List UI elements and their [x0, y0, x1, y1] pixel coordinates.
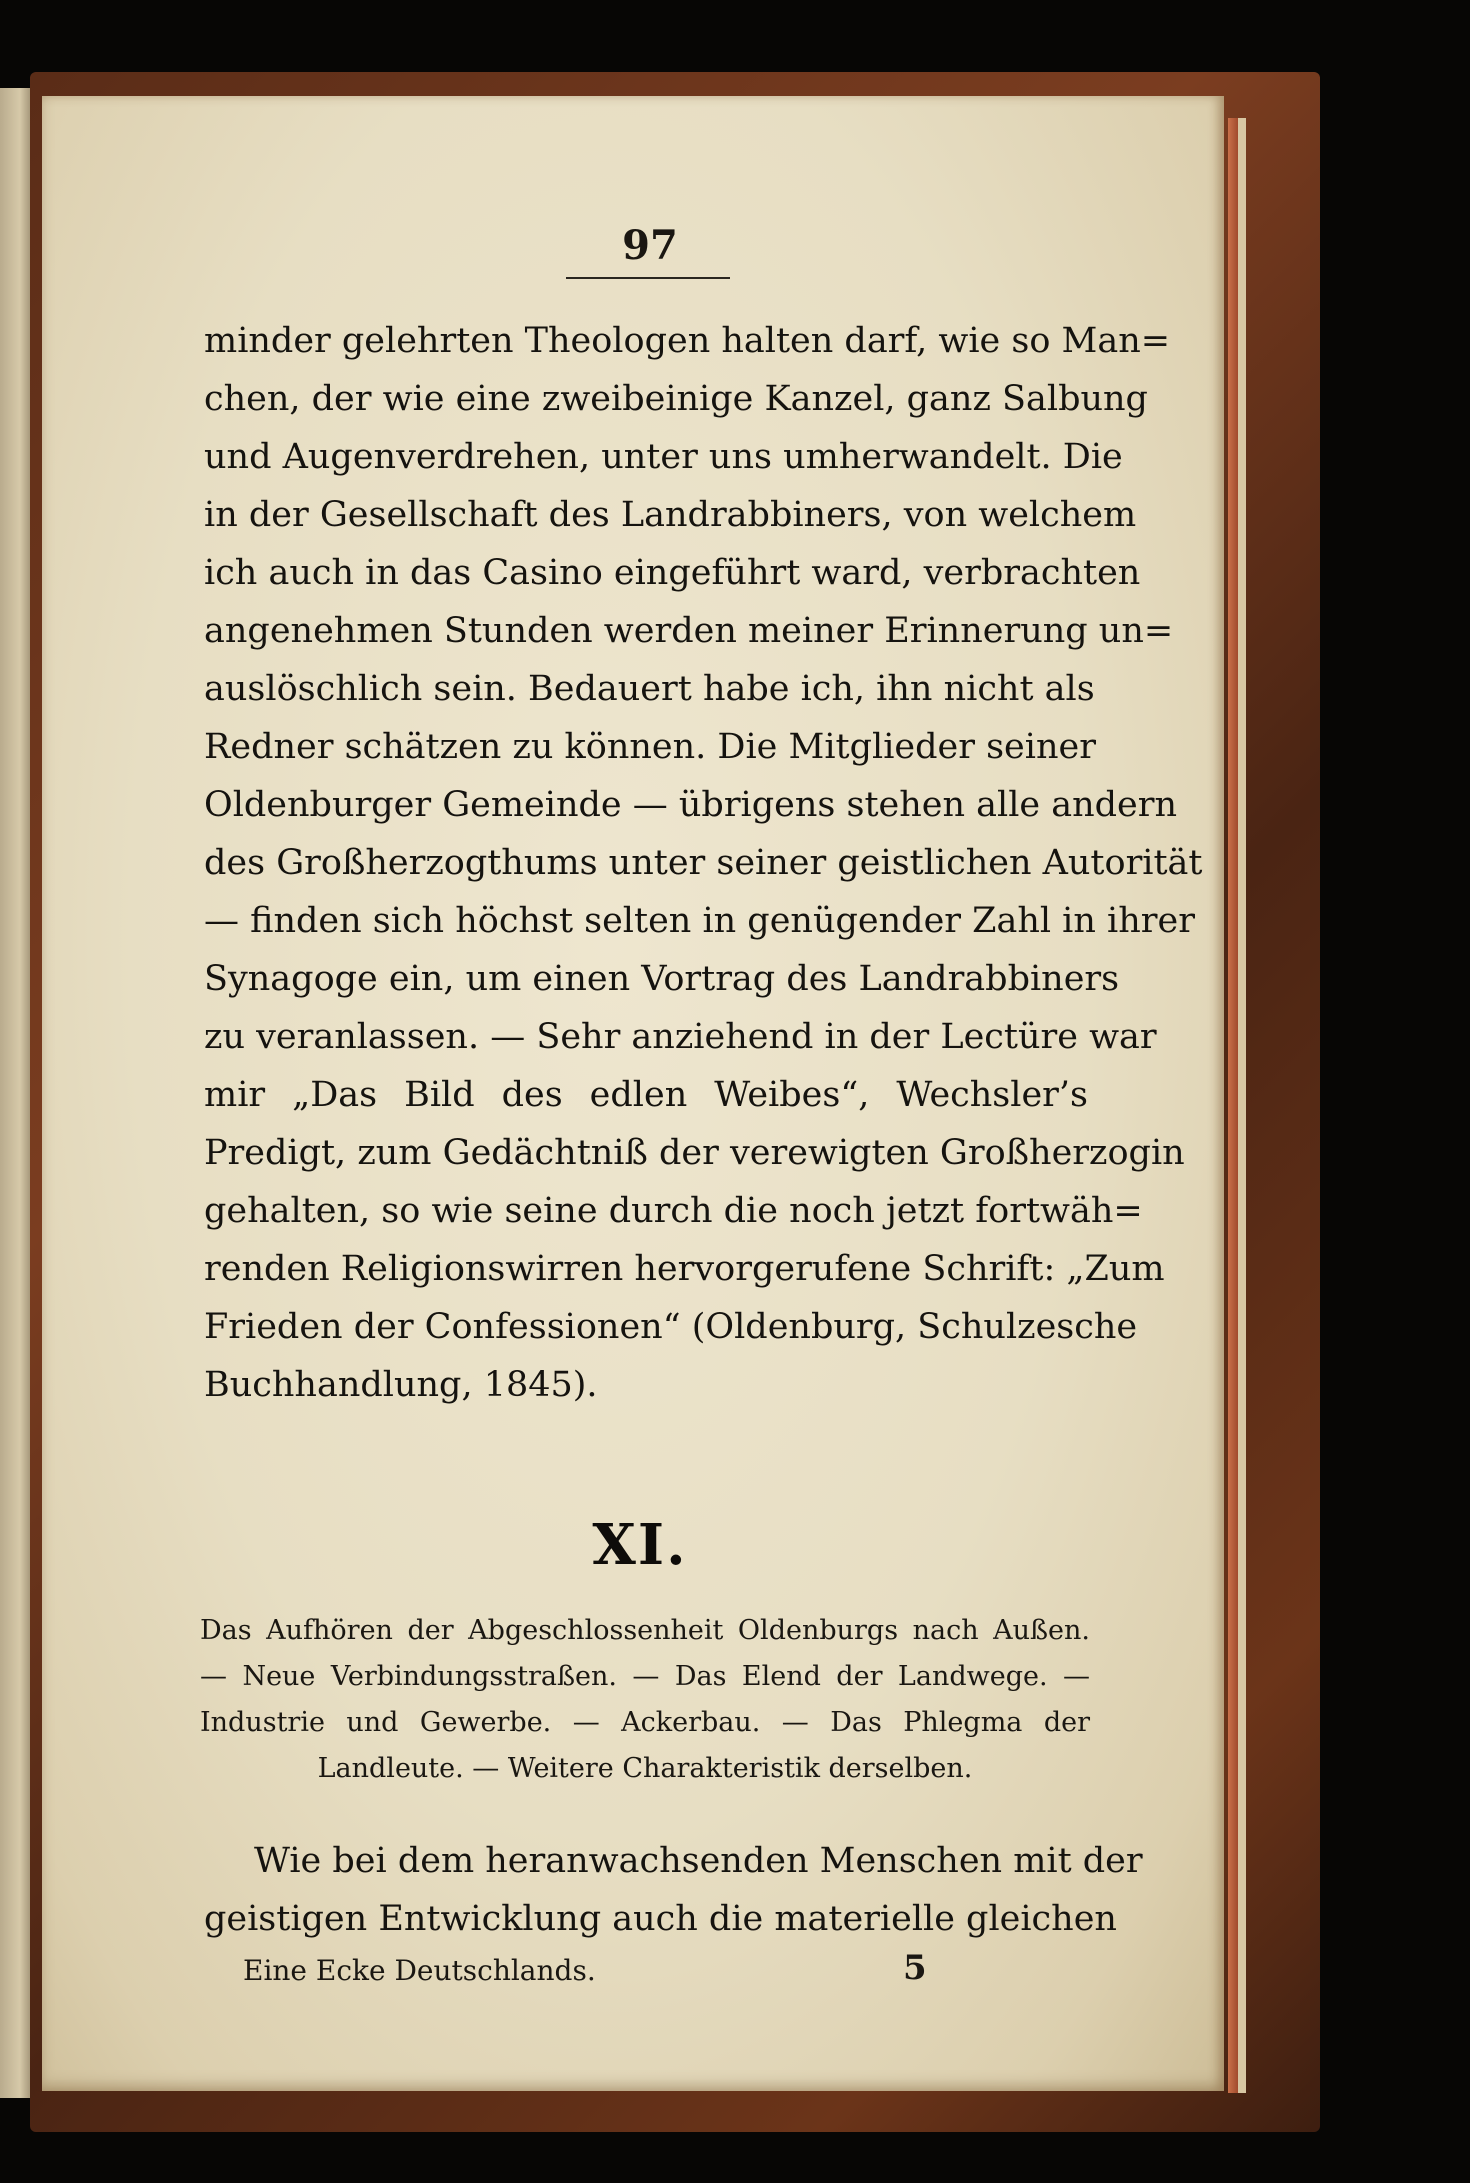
text-line: und Augenverdrehen, unter uns umherwandelt. Die — [204, 437, 1123, 477]
page-number: 97 — [622, 222, 678, 269]
text-line: des Großherzogthums unter seiner geistlichen Autorität — [204, 843, 1203, 883]
text-line-last: Buchhandlung, 1845). — [204, 1365, 598, 1405]
chapter-heading: XI. — [592, 1512, 688, 1578]
text-line: in der Gesellschaft des Landrabbiners, von welchem — [204, 495, 1137, 535]
summary-line: Industrie und Gewerbe. — Ackerbau. — Das Phlegma der — [200, 1707, 1090, 1738]
summary-line: Das Aufhören der Abgeschlossenheit Oldenburgs nach Außen. — [200, 1615, 1090, 1646]
page-number-rule — [566, 277, 730, 279]
text-line: angenehmen Stunden werden meiner Erinnerung un= — [204, 611, 1174, 651]
text-line: Wie bei dem heranwachsenden Menschen mit der — [254, 1841, 1143, 1881]
text-line: Frieden der Confessionen“ (Oldenburg, Schulzesche — [204, 1307, 1138, 1347]
red-page-edge — [1228, 118, 1238, 2093]
text-line: ich auch in das Casino eingeführt ward, verbrachten — [204, 553, 1141, 593]
text-line: zu veranlassen. — Sehr anziehend in der Lectüre war — [204, 1017, 1157, 1057]
page-block-edge — [1238, 118, 1246, 2093]
summary-line: Landleute. — Weitere Charakteristik derselben. — [317, 1753, 973, 1784]
text-line: auslöschlich sein. Bedauert habe ich, ihn nicht als — [204, 669, 1095, 709]
text-line: Predigt, zum Gedächtniß der verewigten Großherzogin — [204, 1133, 1185, 1173]
summary-line: — Neue Verbindungsstraßen. — Das Elend der Landwege. — — [200, 1661, 1090, 1692]
footer-signature: Eine Ecke Deutschlands. — [243, 1954, 596, 1987]
text-line: — finden sich höchst selten in genügender Zahl in ihrer — [204, 901, 1195, 941]
text-line: Synagoge ein, um einen Vortrag des Landrabbiners — [204, 959, 1120, 999]
text-line: mir „Das Bild des edlen Weibes“, Wechsler’s — [204, 1075, 1088, 1115]
text-line: chen, der wie eine zweibeinige Kanzel, ganz Salbung — [204, 379, 1148, 419]
text-line: renden Religionswirren hervorgerufene Schrift: „Zum — [204, 1249, 1165, 1289]
text-line: minder gelehrten Theologen halten darf, wie so Man= — [204, 321, 1171, 361]
text-line: Oldenburger Gemeinde — übrigens stehen alle andern — [204, 785, 1178, 825]
text-line: geistigen Entwicklung auch die materielle gleichen — [204, 1899, 1117, 1939]
text-line: gehalten, so wie seine durch die noch jetzt fortwäh= — [204, 1191, 1143, 1231]
footer-sheet-number: 5 — [903, 1948, 927, 1988]
text-line: Redner schätzen zu können. Die Mitglieder seiner — [204, 727, 1096, 767]
